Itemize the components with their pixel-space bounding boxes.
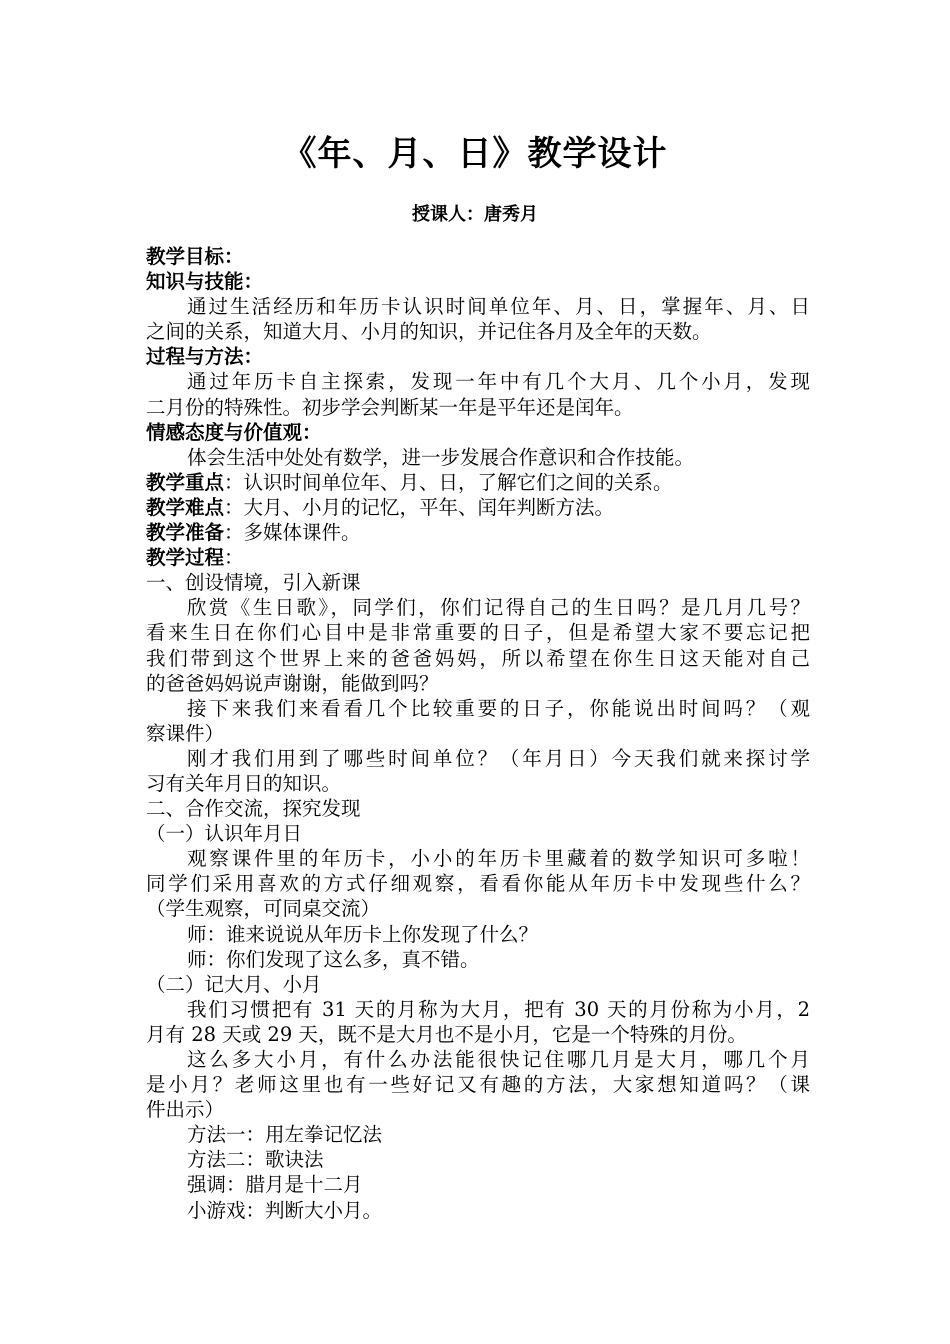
paragraph-line: 通过生活经历和年历卡认识时间单位年、月、日，掌握年、月、日 (187, 295, 810, 319)
heading-label: 教学过程 (146, 546, 225, 570)
labeled-line: 教学难点：大月、小月的记忆，平年、闰年判断方法。 (146, 495, 615, 519)
paragraph-line: 刚才我们用到了哪些时间单位？（年月日）今天我们就来探讨学 (187, 746, 810, 770)
heading-label: 情感态度与价值观： (146, 420, 322, 444)
paragraph-line: 强调：腊月是十二月 (187, 1173, 363, 1197)
document-body (146, 244, 810, 1223)
paragraph-line: （学生观察，可同桌交流） (146, 897, 381, 921)
heading-label: 知识与技能： (146, 270, 264, 294)
paragraph-line: 件出示） (146, 1098, 225, 1122)
heading-line (146, 269, 810, 294)
labeled-line: 教学准备：多媒体课件。 (146, 521, 361, 545)
heading-label: 过程与方法： (146, 345, 264, 369)
heading-label: 教学重点 (146, 470, 225, 494)
paragraph-line: 是小月？老师这里也有一些好记又有趣的方法，大家想知道吗？（课 (146, 1073, 810, 1097)
labeled-line: 教学过程： (146, 546, 244, 570)
paragraph-line: 观察课件里的年历卡，小小的年历卡里藏着的数学知识可多啦！ (187, 847, 810, 871)
paragraph-line: 方法一：用左拳记忆法 (187, 1123, 383, 1147)
paragraph-line: 看来生日在你们心目中是非常重要的日子，但是希望大家不要忘记把 (146, 621, 810, 645)
subsection-heading: （二）记大月、小月 (146, 972, 322, 996)
paragraph-line: 习有关年月日的知识。 (146, 771, 342, 795)
heading-label: 教学难点 (146, 495, 225, 519)
heading-line (146, 420, 810, 445)
paragraph-line: 方法二：歌诀法 (187, 1148, 324, 1172)
paragraph-line: 接下来我们来看看几个比较重要的日子，你能说出时间吗？（观 (187, 696, 810, 720)
section-heading: 一、创设情境，引入新课 (146, 571, 361, 595)
paragraph-line: 欣赏《生日歌》，同学们，你们记得自己的生日吗？是几月几号？ (187, 596, 810, 620)
heading-line (146, 244, 810, 269)
paragraph-line: 二月份的特殊性。初步学会判断某一年是平年还是闰年。 (146, 395, 634, 419)
section-heading: 二、合作交流，探究发现 (146, 797, 361, 821)
paragraph-line: 的爸爸妈妈说声谢谢，能做到吗？ (146, 671, 439, 695)
subsection-heading: （一）认识年月日 (146, 822, 303, 846)
paragraph-line: 察课件） (146, 721, 225, 745)
paragraph-line: 这么多大小月，有什么办法能很快记住哪几月是大月，哪几个月 (187, 1048, 810, 1071)
heading-label: 教学准备 (146, 521, 225, 545)
paragraph-line: 通过年历卡自主探索，发现一年中有几个大月、几个小月，发现 (187, 370, 810, 394)
labeled-line: 教学重点：认识时间单位年、月、日，了解它们之间的关系。 (146, 470, 673, 494)
paragraph-line: 体会生活中处处有数学，进一步发展合作意识和合作技能。 (187, 445, 695, 469)
paragraph-line: 我们带到这个世界上来的爸爸妈妈，所以希望在你生日这天能对自己 (146, 646, 810, 670)
heading-label: 教学目标： (146, 245, 244, 268)
heading-line (146, 344, 810, 369)
author-line: 授课人：唐秀月 (412, 204, 538, 225)
paragraph-line: 同学们采用喜欢的方式仔细观察，看看你能从年历卡中发现些什么？ (146, 872, 810, 896)
paragraph-line: 小游戏：判断大小月。 (187, 1198, 383, 1222)
paragraph-line: 之间的关系，知道大月、小月的知识，并记住各月及全年的天数。 (146, 320, 712, 344)
paragraph-line: 师：你们发现了这么多，真不错。 (187, 947, 480, 971)
paragraph-line: 月有 28 天或 29 天，既不是大月也不是小月，它是一个特殊的月份。 (146, 1022, 747, 1046)
paragraph-line: 师：谁来说说从年历卡上你发现了什么？ (187, 922, 539, 946)
paragraph-line: 我们习惯把有 31 天的月称为大月，把有 30 天的月份称为小月，2 (187, 997, 810, 1021)
document-title: 《年、月、日》教学设计 (282, 134, 668, 174)
